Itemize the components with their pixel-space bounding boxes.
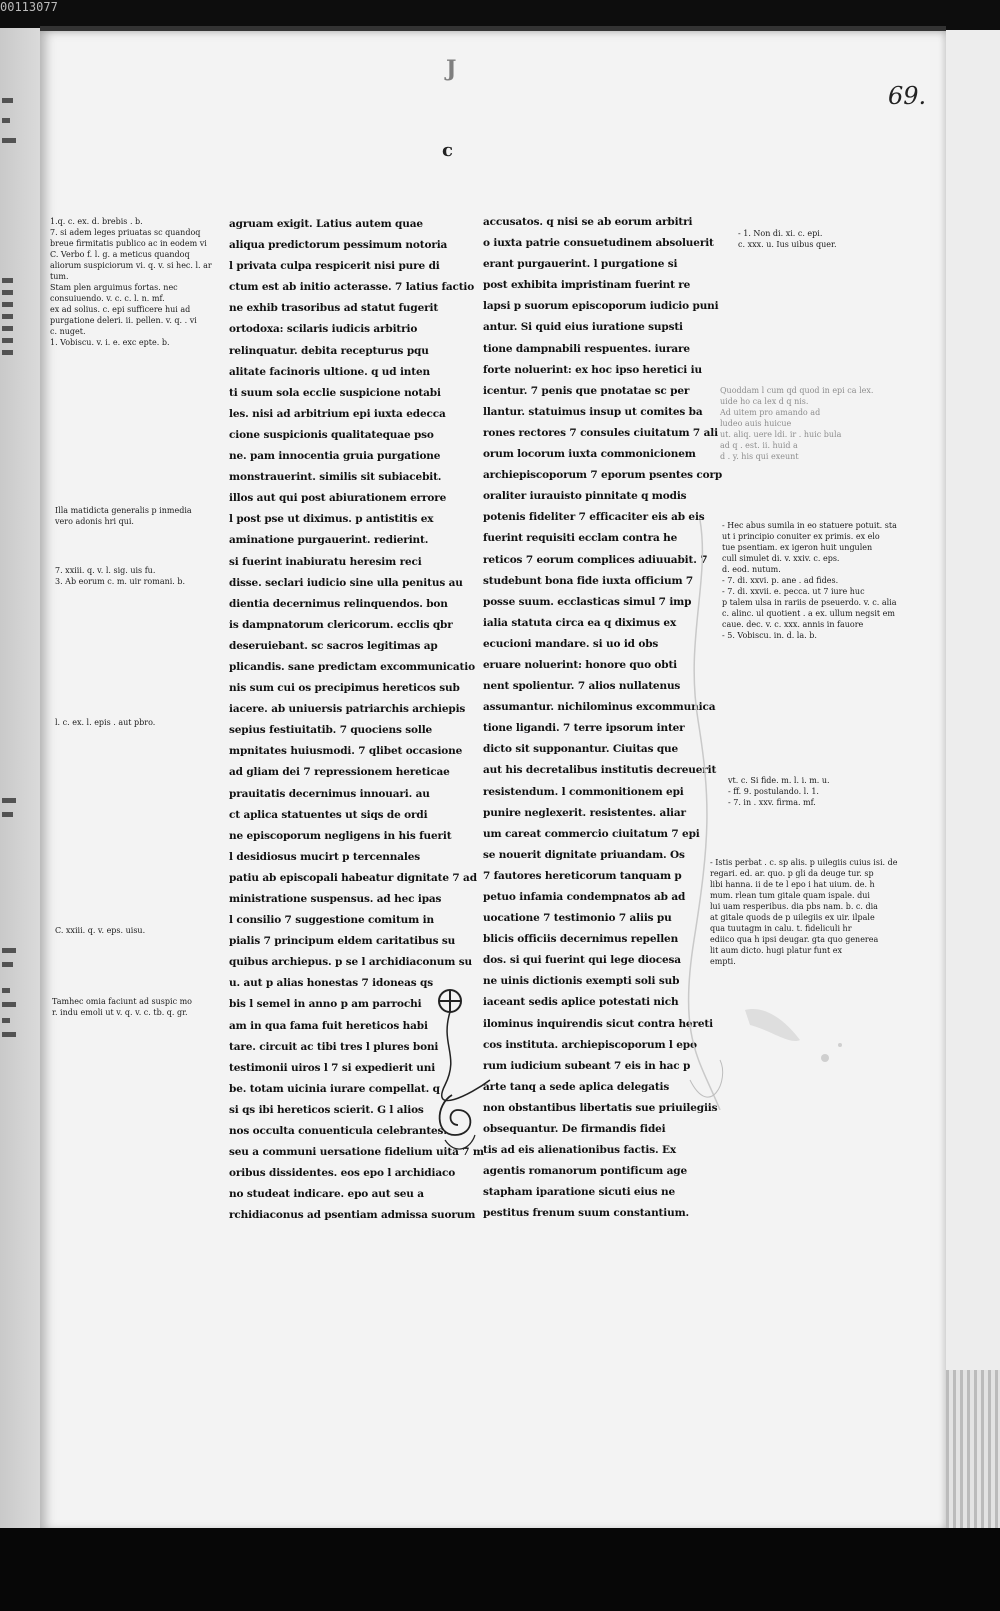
gloss-line: consuiuendo. v. c. c. l. n. mf. [50,294,165,303]
text-line: bis l semel in anno p am parrochi [229,998,422,1011]
text-line: ad gliam dei 7 repressionem hereticae [229,766,450,779]
text-line: agentis romanorum pontificum age [483,1165,688,1178]
faint-note-line: Quoddam l cum qd quod in epi ca lex. [720,386,874,395]
gloss-line: - ff. 9. postulando. l. 1. [728,787,819,796]
ink-trace [2,350,13,355]
text-line: non obstantibus libertatis sue priuilegiis [483,1101,718,1114]
text-line: tione ligandi. 7 terre ipsorum inter [483,722,685,735]
text-line: uocatione 7 testimonio 7 aliis pu [483,912,672,925]
text-line: punire neglexerit. resistentes. aliar [483,806,686,819]
text-line: si qs ibi hereticos scierit. G l alios [229,1103,424,1116]
gloss-line: 1. Vobiscu. v. i. e. exc epte. b. [50,338,170,347]
gloss-line: - 5. Vobiscu. in. d. la. b. [722,631,817,640]
text-line: eruare noluerint: honore quo obti [483,658,678,671]
left-gloss-5 [55,925,205,936]
text-line: tare. circuit ac tibi tres l plures boni [229,1040,439,1053]
text-line: is dampnatorum clericorum. ecclis qbr [229,618,453,631]
text-line: quibus archiepus. p se l archidiaconum su [229,956,472,969]
gloss-line: breue firmitatis publico ac in eodem vi [50,239,207,248]
faint-note-line: Ad uitem pro amando ad [720,408,821,417]
text-line: ialia statuta circa ea q diximus ex [483,616,677,629]
ink-trace [2,1002,16,1007]
gloss-line: - 7. di. xxvi. p. ane . ad fides. [722,576,839,585]
text-line: si fuerint inabiuratu heresim reci [229,555,422,568]
gloss-line: qua tuutagm in calu. t. fideliculi hr [710,924,852,933]
right-gloss-4 [710,857,910,967]
text-line: l privata culpa respicerit nisi pure di [229,260,440,273]
folio-number: 69. [888,82,927,110]
ink-trace [2,812,13,817]
gloss-line: Stam plen arguimus fortas. nec [50,283,178,292]
ink-trace [2,1018,10,1023]
text-line: petuo infamia condempnatos ab ad [483,891,686,903]
signature-mark: c [442,140,453,161]
text-line: stapham iparatione sicuti eius ne [483,1186,676,1199]
faint-note-line: uide ho ca lex d q nis. [720,397,809,406]
ink-trace [2,138,16,143]
gloss-line: lit aum dicto. hugi platur funt ex [710,946,843,955]
ink-trace [2,326,13,331]
text-line: testimonii uiros l 7 si expedierit uni [229,1061,436,1074]
text-line: les. nisi ad arbitrium epi iuxta edecca [229,407,446,420]
ink-trace [2,278,13,283]
left-gloss-3 [55,565,205,587]
gloss-line: 7. xxiii. q. v. l. sig. uis fu. [55,566,156,575]
gloss-line: c. nuget. [50,327,86,336]
ink-trace [2,338,13,343]
left-gloss-2 [55,505,205,527]
text-line: ministratione suspensus. ad hec ipas [229,893,442,905]
gloss-line: tum. [50,272,69,281]
ink-trace [2,290,13,295]
text-line: pialis 7 principum eldem caritatibus su [229,935,456,948]
text-line: posse suum. ecclasticas simul 7 imp [483,595,692,608]
main-text-column-2 [483,212,723,1225]
gloss-line: 1.q. c. ex. d. brebis . b. [50,217,143,226]
ink-trace [2,118,10,123]
text-line: forte noluerint: ex hoc ipso heretici iu [483,363,702,376]
text-line: plicandis. sane predictam excommunicatio [229,660,475,673]
gloss-line: - Istis perbat . c. sp alis. p uilegiis cuius isi. de [710,858,898,867]
gloss-line: l. c. ex. l. epis . aut pbro. [55,718,156,727]
text-line: relinquatur. debita recepturus pqu [229,344,429,357]
text-line: oraliter iurauisto pinnitate q modis [483,490,687,503]
text-line: se nouerit dignitate priuandam. Os [483,848,685,861]
text-line: nent spolientur. 7 alios nullatenus [483,680,681,693]
text-line: dicto sit supponantur. Ciuitas que [483,743,679,756]
gloss-line: ediico qua h ipsi deugar. gta quo generea [710,935,879,944]
ink-trace [2,1032,16,1037]
previous-leaf-edge [0,28,44,1528]
text-line: ne uinis dictionis exempti soli sub [483,975,680,988]
text-line: assumantur. nichilominus excommunica [483,701,716,714]
left-gloss-1 [50,216,215,348]
text-line: l consilio 7 suggestione comitum in [229,914,434,927]
ink-trace [2,302,13,307]
right-gloss-2 [722,520,907,641]
text-line: l desidiosus mucirt p tercennales [229,850,421,863]
faint-note-line: ut. aliq. uere ldi. ir . huic bula [720,430,842,439]
text-line: ecucioni mandare. si uo id obs [483,637,659,650]
right-gloss-1 [738,228,898,250]
scan-reference-number: 00113077 [0,0,58,14]
parchment-stain [740,1000,850,1080]
text-line: arte tanq a sede aplica delegatis [483,1080,670,1093]
text-line: u. aut p alias honestas 7 idoneas qs [229,977,433,990]
page-right-edge [946,30,1000,1370]
text-line: tis ad eis alienationibus factis. Ex [483,1144,676,1157]
marginal-flourish-decoration [680,520,730,1120]
text-line: o iuxta patrie consuetudinem absoluerit [483,237,714,250]
text-line: post exhibita impristinam fuerint re [483,279,691,292]
gloss-line: - 7. in . xxv. firma. mf. [728,798,816,807]
gloss-line: C. xxiii. q. v. eps. uisu. [55,926,146,935]
text-line: obsequantur. De firmandis fidei [483,1123,666,1136]
text-line: ortodoxa: scilaris iudicis arbitrio [229,323,418,336]
text-line: seu a communi uersatione fidelium uita 7 m [229,1146,484,1159]
gloss-line: d. eod. nutum. [722,565,781,574]
text-line: archiepiscoporum 7 eporum psentes corp [483,469,723,482]
left-gloss-4 [55,717,205,728]
text-line: agruam exigit. Latius autem quae [229,218,423,230]
text-line: cos instituta. archiepiscoporum l epo [483,1038,697,1051]
text-line: rchidiaconus ad psentiam admissa suorum [229,1209,476,1222]
text-line: cione suspicionis qualitatequae pso [229,428,434,441]
text-line: ti suum sola ecclie suspicione notabi [229,386,441,399]
ink-trace [2,98,13,103]
gloss-line: vero adonis hri qui. [55,517,134,526]
text-line: nos occulta conuenticula celebrantes. [229,1125,447,1138]
faint-note-line: d . y. his qui exeunt [720,452,799,461]
text-line: iacere. ab uniuersis patriarchis archiepis [229,703,466,716]
faint-note-line: ad q . est. ii. huid a [720,441,798,450]
faint-note-line: ludeo auis huicue [720,419,792,428]
text-line: patiu ab episcopali habeatur dignitate 7 ad [229,871,477,884]
gloss-line: tue psentiam. ex igeron huit ungulen [722,543,873,552]
text-line: dos. si qui fuerint qui lege diocesa [483,954,681,967]
text-line: ctum est ab initio acterasse. 7 latius factio [229,281,475,294]
gloss-line: c. alinc. ul quotient . a ex. ullum negsit em [722,609,895,618]
gloss-line: - 1. Non di. xi. c. epi. [738,229,823,238]
text-line: disse. seclari iudicio sine ulla penitus au [229,576,463,589]
text-line: erant purgauerint. l purgatione si [483,258,678,271]
top-ink-mark: J [446,56,457,82]
gloss-line: ex ad solius. c. epi sufficere hui ad [50,305,191,314]
text-line: mpnitates huiusmodi. 7 qlibet occasione [229,745,463,758]
gloss-line: c. xxx. u. Ius uibus quer. [738,240,837,249]
text-line: tione dampnabili respuentes. iurare [483,342,690,355]
gloss-line: cull simulet di. v. xxiv. c. eps. [722,554,840,563]
left-gloss-6 [52,996,212,1018]
gloss-line: libi hanna. ii de te l epo i hat uium. de. h [710,880,875,889]
gloss-line: purgatione deleri. ii. pellen. v. q. . vi [50,316,197,325]
text-line: ne. pam innocentia gruia purgatione [229,450,441,463]
ink-trace [2,314,13,319]
gloss-line: ut i principio conuiter ex primis. ex elo [722,532,880,541]
gloss-line: caue. dec. v. c. xxx. annis in fauore [722,620,864,629]
text-line: accusatos. q nisi se ab eorum arbitri [483,216,693,228]
text-line: blicis officiis decernimus repellen [483,933,679,946]
text-line: no studeat indicare. epo aut seu a [229,1188,424,1201]
text-line: resistendum. l commonitionem epi [483,785,684,798]
text-line: reticos 7 eorum complices adiuuabit. 7 [483,553,708,566]
text-line: dientia decernimus relinquendos. bon [229,597,448,610]
text-line: deseruiebant. sc sacros legitimas ap [229,639,438,652]
text-line: be. totam uicinia iurare compellat. q [229,1082,440,1095]
ink-trace [2,988,10,993]
text-line: ne exhib trasoribus ad statut fugerit [229,302,439,315]
text-line: sepius festiuitatib. 7 quociens solle [229,724,433,737]
text-line: illos aut qui post abiurationem errore [229,492,447,505]
text-line: am in qua fama fuit hereticos habi [229,1019,428,1032]
text-line: iaceant sedis aplice potestati nich [483,996,679,1009]
main-text-column-1 [229,214,484,1227]
gloss-line: Illa matidicta generalis p inmedia [55,506,192,515]
text-line: studebunt bona fide iuxta officium 7 [483,574,694,587]
text-line: monstrauerint. similis sit subiacebit. [229,471,442,484]
decorated-initial-ornament [430,985,510,1185]
gloss-line: 3. Ab eorum c. m. uir romani. b. [55,577,186,586]
text-line: fuerint requisiti ecclam contra he [483,532,678,545]
text-line: aut his decretalibus institutis decreuerit [483,764,717,777]
text-line: ne episcoporum negligens in his fuerit [229,829,452,842]
text-line: antur. Si quid eius iuratione supsti [483,321,683,334]
gloss-line: C. Verbo f. l. g. a meticus quandoq [50,250,190,259]
gloss-line: 7. si adem leges priuatas sc quandoq [50,228,201,237]
text-line: 7 fautores hereticorum tanquam p [483,869,682,882]
text-line: icentur. 7 penis que pnotatae sc per [483,384,690,397]
text-line: aliqua predictorum pessimum notoria [229,239,448,252]
gloss-line: mum. rlean tum gitale quam ispale. dui [710,891,870,900]
gloss-line: - Hec abus sumila in eo statuere potuit. sta [722,521,897,530]
text-line: l post pse ut diximus. p antistitis ex [229,513,434,526]
gloss-line: regari. ed. ar. quo. p gli da deuge tur. sp [710,869,874,878]
gloss-line: at gitale quods de p uilegiis ex uir. ilpale [710,913,875,922]
ink-trace [2,798,16,803]
text-line: lapsi p suorum episcoporum iudicio puni [483,300,719,313]
right-gloss-3 [728,775,878,808]
text-line: pestitus frenum suum constantium. [483,1207,690,1220]
text-line: aminatione purgauerint. redierint. [229,534,429,547]
text-line: prauitatis decernimus innouari. au [229,787,430,800]
gloss-line: aliorum suspiciorum vi. q. v. si hec. l. ar [50,261,212,270]
ink-trace [2,948,16,953]
text-line: rum iudicium subeant 7 eis in hac p [483,1059,691,1072]
gloss-line: - 7. di. xxvii. e. pecca. ut 7 iure huc [722,587,865,596]
text-line: llantur. statuimus insup ut comites ba [483,405,703,418]
faint-right-notes [720,385,874,462]
text-line: potenis fideliter 7 efficaciter eis ab eis [483,511,705,524]
gloss-line: vt. c. Si fide. m. l. i. m. u. [728,776,830,785]
text-line: orum locorum iuxta commonicionem [483,448,696,461]
text-line: alitate facinoris ultione. q ud inten [229,365,431,378]
gloss-line: lui uam resperibus. dia pbs nam. b. c. dia [710,902,878,911]
gloss-line: empti. [710,957,736,966]
gloss-line: p talem ulsa in rariis de pseuerdo. v. c. alia [722,598,897,607]
text-line: nis sum cui os precipimus hereticos sub [229,682,460,695]
text-line: oribus dissidentes. eos epo l archidiaco [229,1167,456,1180]
text-line: um careat commercio ciuitatum 7 epi [483,827,700,840]
gloss-line: r. indu emoli ut v. q. v. c. tb. q. gr. [52,1008,188,1017]
gloss-line: Tamhec omia faciunt ad suspic mo [52,997,192,1006]
scanner-bottom-border [0,1528,1000,1611]
ink-trace [2,962,13,967]
text-line: ct aplica statuentes ut siqs de ordi [229,808,428,821]
page-stack-edge [946,1370,1000,1540]
text-line: rones rectores 7 consules ciuitatum 7 ali [483,426,718,439]
text-line: ilominus inquirendis sicut contra hereti [483,1017,713,1030]
